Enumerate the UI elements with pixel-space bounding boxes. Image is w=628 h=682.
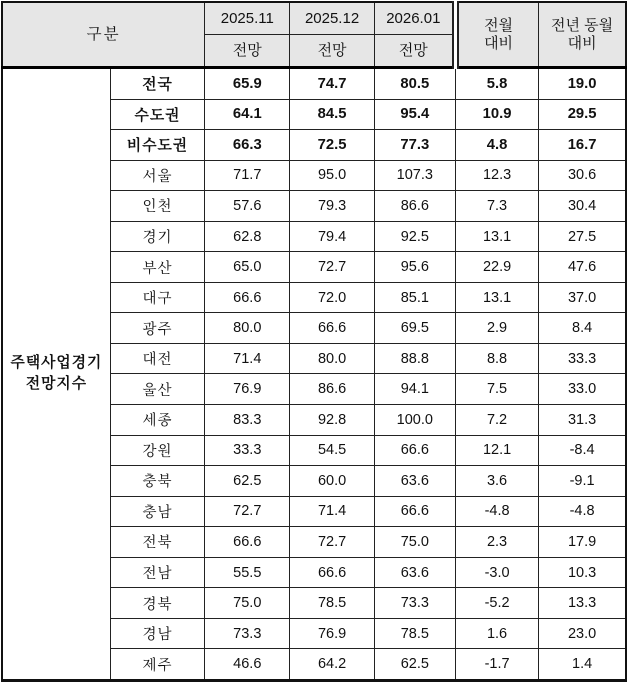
value-cell: 71.7 [205,160,290,191]
value-cell: 66.3 [205,130,290,161]
region-cell: 서울 [110,160,204,191]
value-cell: 95.6 [374,252,455,283]
header-month-2026-01: 2026.01 [374,2,455,35]
header-forecast-3: 전망 [374,35,455,68]
value-cell: 60.0 [290,466,374,497]
value-cell: -4.8 [455,496,538,527]
value-cell: 86.6 [374,191,455,222]
region-cell: 강원 [110,435,204,466]
region-cell: 충남 [110,496,204,527]
value-cell: 80.5 [374,68,455,100]
value-cell: 79.3 [290,191,374,222]
header-prev-year-diff-line2: 대비 [567,34,597,52]
value-cell: 57.6 [205,191,290,222]
value-cell: 5.8 [455,68,538,100]
region-cell: 전북 [110,527,204,558]
value-cell: 47.6 [539,252,626,283]
region-cell: 경북 [110,588,204,619]
value-cell: 4.8 [455,130,538,161]
value-cell: 66.6 [205,282,290,313]
value-cell: 54.5 [290,435,374,466]
outlook-index-table [1,1,627,682]
value-cell: 66.6 [374,496,455,527]
value-cell: 22.9 [455,252,538,283]
value-cell: 92.5 [374,221,455,252]
value-cell: 88.8 [374,343,455,374]
region-cell: 경남 [110,618,204,649]
value-cell: 16.7 [539,130,626,161]
value-cell: 63.6 [374,557,455,588]
value-cell: 66.6 [290,557,374,588]
value-cell: 94.1 [374,374,455,405]
value-cell: 7.2 [455,405,538,436]
value-cell: 33.3 [205,435,290,466]
value-cell: 71.4 [290,496,374,527]
value-cell: -4.8 [539,496,626,527]
value-cell: 19.0 [539,68,626,100]
header-month-2025-12: 2025.12 [290,2,374,35]
value-cell: 78.5 [374,618,455,649]
value-cell: 107.3 [374,160,455,191]
value-cell: 85.1 [374,282,455,313]
value-cell: 73.3 [205,618,290,649]
value-cell: 10.9 [455,99,538,130]
value-cell: 77.3 [374,130,455,161]
value-cell: 73.3 [374,588,455,619]
value-cell: 72.0 [290,282,374,313]
region-cell: 전국 [110,68,204,100]
value-cell: 1.6 [455,618,538,649]
region-cell: 제주 [110,649,204,681]
value-cell: 100.0 [374,405,455,436]
header-prev-month-diff-line1: 전월 [484,17,514,35]
value-cell: 83.3 [205,405,290,436]
value-cell: 66.6 [290,313,374,344]
value-cell: 95.4 [374,99,455,130]
value-cell: 55.5 [205,557,290,588]
value-cell: 27.5 [539,221,626,252]
table-body [2,68,626,681]
value-cell: 76.9 [205,374,290,405]
region-cell: 비수도권 [110,130,204,161]
value-cell: 30.6 [539,160,626,191]
table-row [2,68,626,100]
value-cell: 66.6 [205,527,290,558]
header-forecast-2: 전망 [290,35,374,68]
value-cell: 10.3 [539,557,626,588]
header-gubun: 구분 [2,2,205,68]
header-prev-year-diff-line1: 전년 동월 [551,17,614,35]
value-cell: 64.2 [290,649,374,681]
region-cell: 전남 [110,557,204,588]
value-cell: 72.7 [205,496,290,527]
value-cell: 33.0 [539,374,626,405]
header-prev-month-diff-line2: 대비 [484,34,514,52]
row-group-label [2,68,110,681]
value-cell: 17.9 [539,527,626,558]
value-cell: 72.5 [290,130,374,161]
value-cell: 3.6 [455,466,538,497]
region-cell: 대전 [110,343,204,374]
value-cell: 71.4 [205,343,290,374]
value-cell: 74.7 [290,68,374,100]
table-header [2,2,626,68]
value-cell: 80.0 [205,313,290,344]
value-cell: 80.0 [290,343,374,374]
value-cell: 13.3 [539,588,626,619]
value-cell: 29.5 [539,99,626,130]
value-cell: 72.7 [290,252,374,283]
value-cell: 46.6 [205,649,290,681]
value-cell: 69.5 [374,313,455,344]
region-cell: 수도권 [110,99,204,130]
header-prev-month-diff [455,2,538,68]
value-cell: 75.0 [205,588,290,619]
value-cell: 13.1 [455,282,538,313]
value-cell: 2.3 [455,527,538,558]
value-cell: 65.9 [205,68,290,100]
value-cell: 31.3 [539,405,626,436]
header-forecast-1: 전망 [205,35,290,68]
value-cell: 37.0 [539,282,626,313]
region-cell: 인천 [110,191,204,222]
region-cell: 울산 [110,374,204,405]
value-cell: 33.3 [539,343,626,374]
value-cell: -8.4 [539,435,626,466]
value-cell: 7.3 [455,191,538,222]
value-cell: 1.4 [539,649,626,681]
value-cell: 12.3 [455,160,538,191]
value-cell: 95.0 [290,160,374,191]
value-cell: 7.5 [455,374,538,405]
region-cell: 부산 [110,252,204,283]
row-group-label-line: 주택사업경기 [10,354,103,371]
value-cell: 84.5 [290,99,374,130]
value-cell: -1.7 [455,649,538,681]
header-prev-year-diff [539,2,626,68]
value-cell: 8.4 [539,313,626,344]
value-cell: -9.1 [539,466,626,497]
value-cell: 75.0 [374,527,455,558]
value-cell: 65.0 [205,252,290,283]
value-cell: -3.0 [455,557,538,588]
value-cell: 63.6 [374,466,455,497]
value-cell: 64.1 [205,99,290,130]
value-cell: 66.6 [374,435,455,466]
value-cell: -5.2 [455,588,538,619]
value-cell: 62.5 [374,649,455,681]
header-month-2025-11: 2025.11 [205,2,290,35]
value-cell: 76.9 [290,618,374,649]
value-cell: 86.6 [290,374,374,405]
region-cell: 세종 [110,405,204,436]
value-cell: 79.4 [290,221,374,252]
region-cell: 광주 [110,313,204,344]
value-cell: 62.5 [205,466,290,497]
value-cell: 62.8 [205,221,290,252]
value-cell: 8.8 [455,343,538,374]
region-cell: 충북 [110,466,204,497]
value-cell: 2.9 [455,313,538,344]
row-group-label-line: 전망지수 [25,375,88,392]
value-cell: 12.1 [455,435,538,466]
region-cell: 대구 [110,282,204,313]
value-cell: 23.0 [539,618,626,649]
header-row-months [2,2,626,35]
value-cell: 13.1 [455,221,538,252]
value-cell: 72.7 [290,527,374,558]
value-cell: 92.8 [290,405,374,436]
value-cell: 30.4 [539,191,626,222]
region-cell: 경기 [110,221,204,252]
value-cell: 78.5 [290,588,374,619]
